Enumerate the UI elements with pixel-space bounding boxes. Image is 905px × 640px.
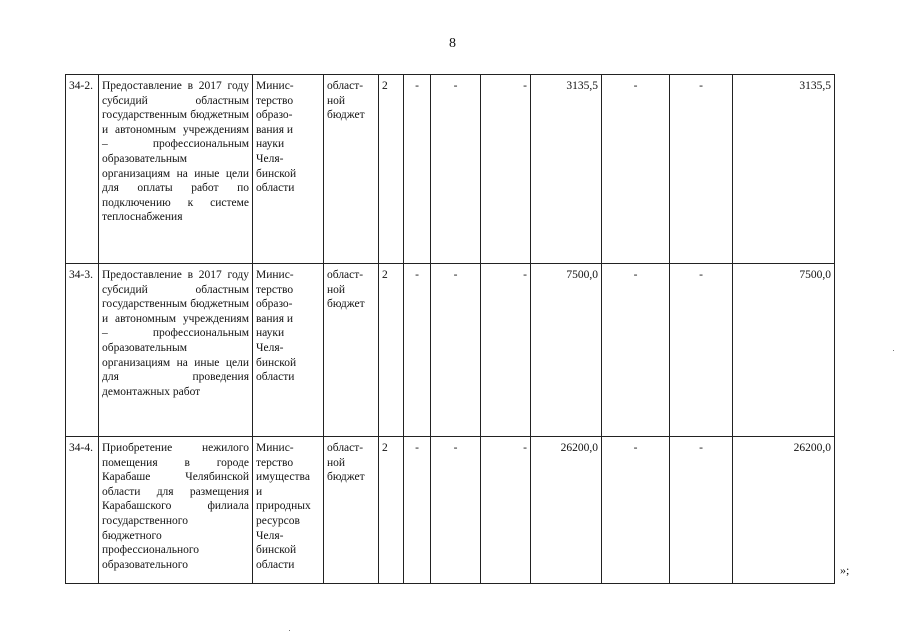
row-number: 34-3.	[66, 264, 99, 437]
dash-cell: -	[602, 437, 670, 584]
table-row	[66, 437, 835, 584]
scan-speck	[893, 350, 894, 351]
dash-cell: -	[481, 75, 531, 264]
table-row	[66, 75, 835, 264]
total-cell: 26200,0	[733, 437, 835, 584]
dash-cell: -	[602, 75, 670, 264]
code-cell: 2	[379, 264, 404, 437]
dash-cell: -	[431, 264, 481, 437]
dash-cell: -	[431, 437, 481, 584]
code-cell: 2	[379, 75, 404, 264]
funding-source-cell: област- ной бюджет	[324, 264, 379, 437]
amount-cell: 3135,5	[531, 75, 602, 264]
scan-speck	[289, 630, 290, 631]
code-cell: 2	[379, 437, 404, 584]
row-number: 34-2.	[66, 75, 99, 264]
dash-cell: -	[404, 437, 431, 584]
measure-description: Предоставление в 2017 году субсидий областным государственным бюджетным и автономным учреждениям – профессиональным образовательным организациям на иные цели для проведения демонтажных работ	[99, 264, 253, 437]
executor-cell: Минис- терство образо- вания и науки Челя- бинской области	[253, 75, 324, 264]
measure-description: Предоставление в 2017 году субсидий областным государственным бюджетным и автономным учреждениям – профессиональным образовательным организациям на иные цели для оплаты работ по подключению к системе теплоснабжения	[99, 75, 253, 264]
funding-source-cell: област- ной бюджет	[324, 75, 379, 264]
page-number: 8	[449, 36, 456, 51]
measure-description: Приобретение нежилого помещения в городе Карабаше Челябинской области для размещения Карабашского филиала государственного бюджетного профессионального образовательного	[99, 437, 253, 584]
dash-cell: -	[431, 75, 481, 264]
dash-cell: -	[602, 264, 670, 437]
dash-cell: -	[404, 264, 431, 437]
dash-cell: -	[670, 264, 733, 437]
table-row	[66, 264, 835, 437]
funding-source-cell: област- ной бюджет	[324, 437, 379, 584]
total-cell: 3135,5	[733, 75, 835, 264]
amount-cell: 26200,0	[531, 437, 602, 584]
dash-cell: -	[670, 437, 733, 584]
dash-cell: -	[481, 264, 531, 437]
total-cell: 7500,0	[733, 264, 835, 437]
dash-cell: -	[670, 75, 733, 264]
amount-cell: 7500,0	[531, 264, 602, 437]
row-number: 34-4.	[66, 437, 99, 584]
executor-cell: Минис- терство имущества и природных ресурсов Челя- бинской области	[253, 437, 324, 584]
measures-table	[65, 74, 835, 584]
dash-cell: -	[481, 437, 531, 584]
closing-quote-mark: »;	[840, 563, 850, 577]
dash-cell: -	[404, 75, 431, 264]
executor-cell: Минис- терство образо- вания и науки Челя- бинской области	[253, 264, 324, 437]
